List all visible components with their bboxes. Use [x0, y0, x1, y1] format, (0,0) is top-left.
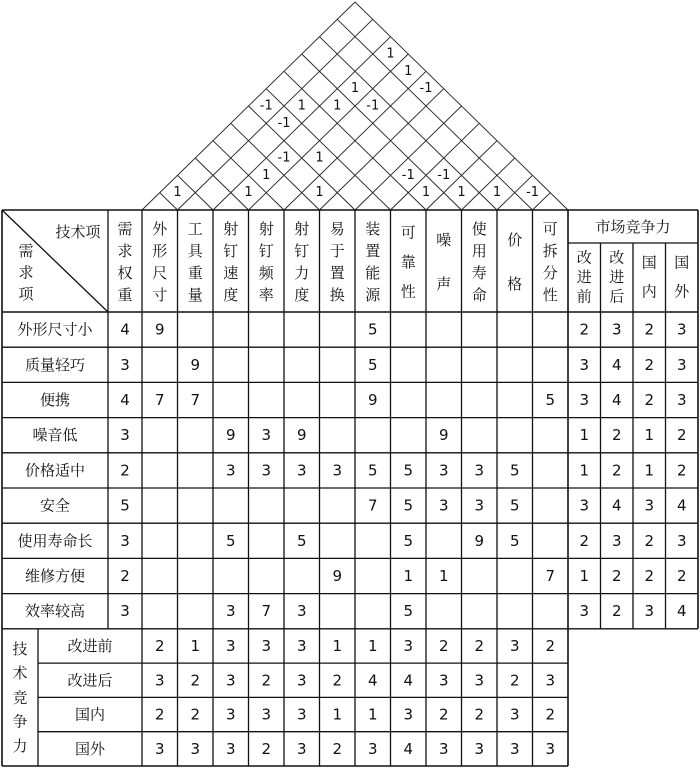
relationship-value: 3	[474, 496, 485, 515]
roof-correlation-value: 1	[421, 185, 431, 201]
market-value: 3	[579, 355, 590, 374]
tech-competitiveness-value: 3	[403, 705, 414, 724]
market-value: 4	[611, 355, 622, 374]
relationship-value: 3	[296, 602, 307, 621]
roof-grid-line	[195, 158, 248, 210]
roof-correlation-value: 1	[262, 167, 271, 183]
market-value: 3	[611, 320, 622, 339]
market-value: 3	[644, 496, 655, 515]
relationship-value: 9	[474, 531, 485, 550]
tech-competitiveness-value: 3	[296, 671, 307, 690]
relationship-value: 3	[261, 461, 272, 480]
relationship-value: 9	[296, 426, 307, 445]
tech-competitiveness-value: 2	[474, 636, 485, 655]
tech-competitiveness-value: 1	[190, 636, 201, 655]
tech-competitiveness-row-label: 国外	[74, 739, 106, 758]
tech-competitiveness-value: 3	[545, 671, 556, 690]
market-value: 3	[676, 355, 687, 374]
tech-competitiveness-value: 3	[474, 739, 485, 758]
tech-competitiveness-value: 2	[190, 705, 201, 724]
market-value: 3	[676, 320, 687, 339]
market-value: 3	[579, 391, 590, 409]
market-column-header: 改进后	[609, 248, 625, 306]
roof-correlation-value: 1	[404, 63, 413, 79]
market-value: 3	[676, 391, 687, 409]
relationship-value: 5	[367, 320, 378, 339]
market-value: 2	[644, 531, 655, 550]
tech-item-header: 价格	[507, 231, 523, 293]
tech-competitiveness-value: 3	[225, 705, 236, 724]
requirement-weight: 4	[120, 320, 130, 339]
market-column-header: 国外	[674, 253, 690, 301]
tech-competitiveness-value: 4	[367, 671, 378, 690]
market-value: 2	[676, 567, 687, 585]
relationship-value: 9	[190, 355, 201, 374]
roof-grid-line	[249, 54, 409, 210]
market-value: 2	[611, 567, 622, 585]
tech-competitiveness-value: 1	[332, 705, 343, 724]
market-value: 3	[644, 602, 655, 621]
tech-competitiveness-value: 2	[474, 705, 485, 724]
market-value: 1	[579, 461, 590, 480]
roof-correlation-value: -1	[366, 98, 380, 114]
requirement-weight: 3	[120, 355, 130, 374]
relationship-value: 1	[403, 567, 414, 585]
tech-competitiveness-value: 2	[261, 671, 272, 690]
tech-competitiveness-value: 3	[261, 636, 272, 655]
tech-competitiveness-value: 2	[154, 636, 165, 655]
roof-grid-line	[462, 158, 515, 210]
tech-competitiveness-value: 2	[438, 705, 449, 724]
relationship-value: 7	[545, 567, 556, 585]
tech-competitiveness-value: 3	[474, 671, 485, 690]
requirement-label: 安全	[39, 496, 71, 515]
relationship-value: 9	[367, 391, 378, 409]
roof-correlation-value: 1	[386, 46, 395, 62]
roof-correlation-value: 1	[315, 150, 324, 166]
relationship-value: 7	[367, 496, 378, 515]
tech-competitiveness-value: 3	[296, 739, 307, 758]
market-value: 2	[579, 531, 590, 550]
relationship-value: 3	[474, 461, 485, 480]
relationship-value: 1	[438, 567, 449, 585]
relationship-value: 3	[296, 461, 307, 480]
market-value: 2	[611, 461, 622, 480]
tech-item-header: 射钉力度	[294, 220, 310, 304]
relationship-value: 5	[225, 531, 236, 550]
roof-correlation-value: -1	[259, 98, 273, 114]
relationship-value: 5	[403, 531, 414, 550]
market-value: 2	[644, 567, 655, 585]
relationship-value: 3	[225, 602, 236, 621]
relationship-value: 5	[403, 461, 414, 480]
market-value: 2	[676, 426, 687, 445]
market-title: 市场竞争力	[595, 218, 671, 236]
relationship-value: 5	[296, 531, 307, 550]
tech-competitiveness-value: 1	[367, 636, 378, 655]
requirement-label: 价格适中	[24, 461, 86, 480]
corner-req-label: 需求项	[18, 241, 34, 304]
relationship-value: 5	[403, 496, 414, 515]
tech-competitiveness-value: 2	[332, 671, 343, 690]
market-value: 2	[644, 391, 655, 409]
tech-competitiveness-value: 3	[509, 739, 520, 758]
tech-competitiveness-value: 2	[545, 636, 556, 655]
relationship-value: 5	[509, 531, 520, 550]
tech-competitiveness-value: 3	[225, 636, 236, 655]
market-value: 1	[579, 567, 590, 585]
tech-competitiveness-row-label: 改进前	[67, 636, 113, 655]
tech-competitiveness-value: 3	[225, 739, 236, 758]
tech-competitiveness-value: 2	[190, 671, 201, 690]
weight-header: 需求权重	[117, 220, 133, 304]
requirement-weight: 3	[120, 531, 130, 550]
requirement-weight: 4	[120, 391, 130, 409]
relationship-value: 5	[367, 355, 378, 374]
tech-competitiveness-value: 3	[190, 739, 201, 758]
relationship-value: 7	[190, 391, 201, 409]
tech-competitiveness-value: 2	[438, 636, 449, 655]
roof-correlation-value: -1	[437, 167, 451, 183]
roof-correlation-value: 1	[315, 185, 324, 201]
market-value: 3	[579, 602, 590, 621]
roof-correlation-value: 1	[492, 185, 502, 201]
tech-competitiveness-row-label: 改进后	[67, 671, 113, 690]
requirement-weight: 3	[120, 602, 130, 621]
tech-competitiveness-value: 3	[154, 739, 165, 758]
market-value: 4	[611, 496, 622, 515]
tech-competitiveness-value: 3	[296, 636, 307, 655]
market-value: 4	[676, 602, 687, 621]
requirement-weight: 3	[120, 426, 130, 445]
tech-competitiveness-value: 3	[438, 671, 449, 690]
tech-item-header: 射钉频率	[258, 220, 274, 304]
tech-competitiveness-value: 3	[154, 671, 165, 690]
tech-competitiveness-value: 3	[403, 636, 414, 655]
market-value: 2	[611, 426, 622, 445]
tech-competitiveness-value: 3	[509, 636, 520, 655]
relationship-value: 5	[509, 461, 520, 480]
tech-item-header: 噪声	[436, 231, 452, 293]
relationship-value: 5	[403, 602, 414, 621]
relationship-value: 5	[367, 461, 378, 480]
requirement-label: 质量轻巧	[24, 355, 86, 374]
relationship-value: 7	[154, 391, 165, 409]
tech-competitiveness-value: 3	[509, 705, 520, 724]
tech-item-header: 装置能源	[365, 220, 381, 304]
market-value: 2	[644, 320, 655, 339]
roof-correlation-value: 1	[297, 98, 306, 114]
relationship-value: 3	[225, 461, 236, 480]
roof-correlation-value: 1	[333, 98, 342, 114]
tech-competitiveness-value: 3	[438, 739, 449, 758]
requirement-label: 便携	[39, 391, 71, 409]
market-value: 1	[644, 426, 655, 445]
market-value: 2	[676, 461, 687, 480]
tech-competitiveness-title: 技术竞争力	[12, 639, 28, 755]
roof-correlation-value: 1	[244, 185, 253, 201]
relationship-value: 3	[438, 496, 449, 515]
requirement-label: 效率较高	[24, 602, 86, 621]
market-value: 1	[644, 461, 655, 480]
roof-correlation-value: -1	[401, 167, 415, 183]
tech-competitiveness-value: 2	[332, 739, 343, 758]
tech-competitiveness-value: 2	[509, 671, 520, 690]
tech-item-header: 外形尺寸	[152, 220, 168, 304]
corner-tech-label: 技术项	[55, 223, 101, 241]
relationship-value: 3	[438, 461, 449, 480]
market-value: 4	[676, 496, 687, 515]
requirement-weight: 5	[120, 496, 130, 515]
requirement-label: 使用寿命长	[17, 531, 93, 550]
requirement-label: 噪音低	[32, 426, 78, 445]
tech-competitiveness-value: 4	[403, 671, 414, 690]
tech-item-header: 可靠性	[400, 223, 416, 301]
tech-competitiveness-value: 1	[332, 636, 343, 655]
relationship-value: 3	[261, 426, 272, 445]
roof-grid-line	[391, 123, 480, 210]
tech-competitiveness-value: 2	[154, 705, 165, 724]
requirement-weight: 2	[120, 461, 130, 480]
roof-correlation-value: -1	[277, 150, 291, 166]
tech-competitiveness-value: 3	[225, 671, 236, 690]
tech-item-header: 使用寿命	[471, 220, 487, 304]
relationship-value: 9	[438, 426, 449, 445]
requirement-label: 维修方便	[24, 567, 86, 585]
roof-correlation-value: 1	[350, 81, 360, 97]
tech-competitiveness-value: 3	[261, 705, 272, 724]
tech-competitiveness-value: 3	[296, 705, 307, 724]
market-column-header: 改进前	[576, 248, 592, 306]
tech-competitiveness-value: 2	[261, 739, 272, 758]
market-column-header: 国内	[641, 253, 657, 301]
tech-item-header: 射钉速度	[223, 220, 239, 304]
tech-competitiveness-value: 2	[545, 705, 556, 724]
roof-grid-line	[178, 19, 373, 210]
relationship-value: 9	[225, 426, 236, 445]
requirement-weight: 2	[120, 567, 130, 585]
roof-correlation-value: 1	[457, 185, 466, 201]
tech-competitiveness-value: 3	[367, 739, 378, 758]
requirement-label: 外形尺寸小	[17, 320, 93, 339]
roof-grid-line	[302, 54, 462, 210]
market-value: 3	[676, 531, 687, 550]
relationship-value: 9	[332, 567, 343, 585]
market-value: 2	[611, 602, 622, 621]
relationship-value: 7	[261, 602, 272, 621]
tech-item-header: 工具重量	[187, 220, 203, 304]
market-value: 3	[611, 531, 622, 550]
roof-correlation-value: -1	[419, 81, 433, 97]
market-value: 3	[579, 496, 590, 515]
tech-competitiveness-value: 3	[545, 739, 556, 758]
market-value: 2	[644, 355, 655, 374]
market-value: 2	[579, 320, 590, 339]
tech-competitiveness-value: 4	[403, 739, 414, 758]
roof-grid-line	[337, 19, 532, 210]
relationship-value: 5	[545, 391, 556, 409]
tech-item-header: 可拆分性	[542, 220, 558, 304]
roof-correlation-value: -1	[277, 115, 291, 131]
roof-correlation-value: -1	[526, 185, 539, 201]
market-value: 1	[579, 426, 590, 445]
relationship-value: 3	[332, 461, 343, 480]
tech-competitiveness-value: 1	[367, 705, 378, 724]
market-value: 4	[611, 391, 622, 409]
relationship-value: 5	[509, 496, 520, 515]
tech-competitiveness-row-label: 国内	[74, 705, 106, 724]
relationship-value: 9	[154, 320, 165, 339]
roof-correlation-value: 1	[173, 185, 182, 201]
tech-item-header: 易于置换	[329, 220, 345, 304]
